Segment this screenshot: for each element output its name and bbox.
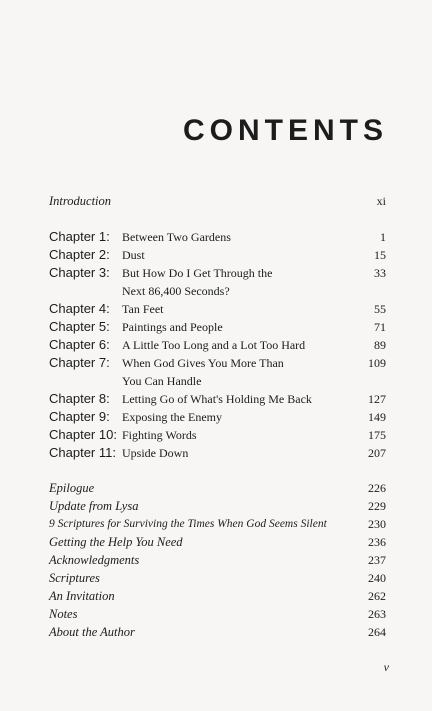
toc-entry-introduction bbox=[49, 192, 386, 210]
toc-entry-chapter-3 bbox=[49, 264, 386, 282]
page-title: CONTENTS bbox=[183, 114, 388, 147]
entry-label: About the Author bbox=[49, 625, 135, 639]
chapter-number: Chapter 6: bbox=[49, 337, 110, 352]
chapter-title: Tan Feet bbox=[122, 302, 164, 316]
page-folio: v bbox=[383, 660, 389, 674]
entry-page: 240 bbox=[368, 571, 386, 585]
chapter-title: Paintings and People bbox=[122, 320, 223, 334]
entry-page: 55 bbox=[374, 302, 386, 316]
entry-page: 109 bbox=[368, 356, 386, 370]
entry-page: 71 bbox=[374, 320, 386, 334]
chapter-title: Upside Down bbox=[122, 446, 189, 460]
toc-entry-scriptures bbox=[49, 569, 386, 587]
toc-entry-chapter-11 bbox=[49, 444, 386, 462]
chapter-title: Letting Go of What's Holding Me Back bbox=[122, 392, 312, 406]
entry-page: 229 bbox=[368, 499, 386, 513]
entry-label: Getting the Help You Need bbox=[49, 535, 183, 549]
toc-entry-chapter-6 bbox=[49, 336, 386, 354]
entry-page: 264 bbox=[368, 625, 386, 639]
entry-label: Notes bbox=[49, 607, 78, 621]
entry-page: 89 bbox=[374, 338, 386, 352]
toc-entry-scriptures-surviving bbox=[49, 515, 386, 533]
entry-page: 226 bbox=[368, 481, 386, 495]
entry-label: 9 Scriptures for Surviving the Times When God Seems Silent bbox=[49, 518, 327, 530]
toc-entry-chapter-4 bbox=[49, 300, 386, 318]
toc-entry-epilogue bbox=[49, 479, 386, 497]
entry-label: Epilogue bbox=[49, 481, 95, 495]
chapter-title: When God Gives You More Than bbox=[122, 356, 284, 370]
entry-page: 127 bbox=[368, 392, 386, 406]
chapter-number: Chapter 3: bbox=[49, 265, 110, 280]
toc-entry-chapter-1 bbox=[49, 228, 386, 246]
toc-entry-invitation bbox=[49, 587, 386, 605]
chapter-title: Exposing the Enemy bbox=[122, 410, 222, 424]
entry-label: Scriptures bbox=[49, 571, 100, 585]
toc-entry-chapter-7 bbox=[49, 354, 386, 372]
chapter-title: A Little Too Long and a Lot Too Hard bbox=[122, 338, 306, 352]
toc-entry-chapter-9 bbox=[49, 408, 386, 426]
toc-entry-acknowledgments bbox=[49, 551, 386, 569]
entry-page: 33 bbox=[374, 266, 386, 280]
entry-page: 15 bbox=[374, 248, 386, 262]
toc-entry-getting-help bbox=[49, 533, 386, 551]
toc-entry-chapter-8 bbox=[49, 390, 386, 408]
chapter-number: Chapter 11: bbox=[49, 445, 116, 460]
toc-entry-chapter-10 bbox=[49, 426, 386, 444]
chapter-number: Chapter 1: bbox=[49, 229, 110, 244]
entry-page: 1 bbox=[380, 230, 386, 244]
chapter-number: Chapter 9: bbox=[49, 409, 110, 424]
entry-page: xi bbox=[376, 194, 386, 208]
entry-page: 230 bbox=[368, 517, 386, 531]
entry-page: 237 bbox=[368, 553, 386, 567]
chapter-title: Fighting Words bbox=[122, 428, 197, 442]
entry-label: Update from Lysa bbox=[49, 499, 139, 513]
entry-page: 149 bbox=[368, 410, 386, 424]
toc-entry-chapter-2 bbox=[49, 246, 386, 264]
entry-label: An Invitation bbox=[49, 589, 115, 603]
toc-entry-about-author bbox=[49, 623, 386, 641]
entry-page: 262 bbox=[368, 589, 386, 603]
chapter-title: But How Do I Get Through the bbox=[122, 266, 273, 280]
chapter-title-continued: Next 86,400 Seconds? bbox=[122, 284, 230, 298]
entry-page: 207 bbox=[368, 446, 386, 460]
toc-entry-notes bbox=[49, 605, 386, 623]
chapter-title-continued: You Can Handle bbox=[122, 374, 202, 388]
chapter-number: Chapter 7: bbox=[49, 355, 110, 370]
entry-label: Acknowledgments bbox=[49, 553, 140, 567]
chapter-number: Chapter 8: bbox=[49, 391, 110, 406]
toc-entry-update bbox=[49, 497, 386, 515]
chapter-title: Dust bbox=[122, 248, 145, 262]
entry-page: 175 bbox=[368, 428, 386, 442]
table-of-contents bbox=[49, 0, 386, 711]
chapter-number: Chapter 2: bbox=[49, 247, 110, 262]
toc-entry-chapter-5 bbox=[49, 318, 386, 336]
toc-entry-chapter-7-continued bbox=[49, 372, 386, 390]
toc-entry-chapter-3-continued bbox=[49, 282, 386, 300]
chapter-number: Chapter 5: bbox=[49, 319, 110, 334]
chapter-number: Chapter 4: bbox=[49, 301, 110, 316]
chapter-title: Between Two Gardens bbox=[122, 230, 231, 244]
entry-label: Introduction bbox=[49, 194, 112, 208]
chapter-number: Chapter 10: bbox=[49, 427, 117, 442]
entry-page: 263 bbox=[368, 607, 386, 621]
entry-page: 236 bbox=[368, 535, 386, 549]
